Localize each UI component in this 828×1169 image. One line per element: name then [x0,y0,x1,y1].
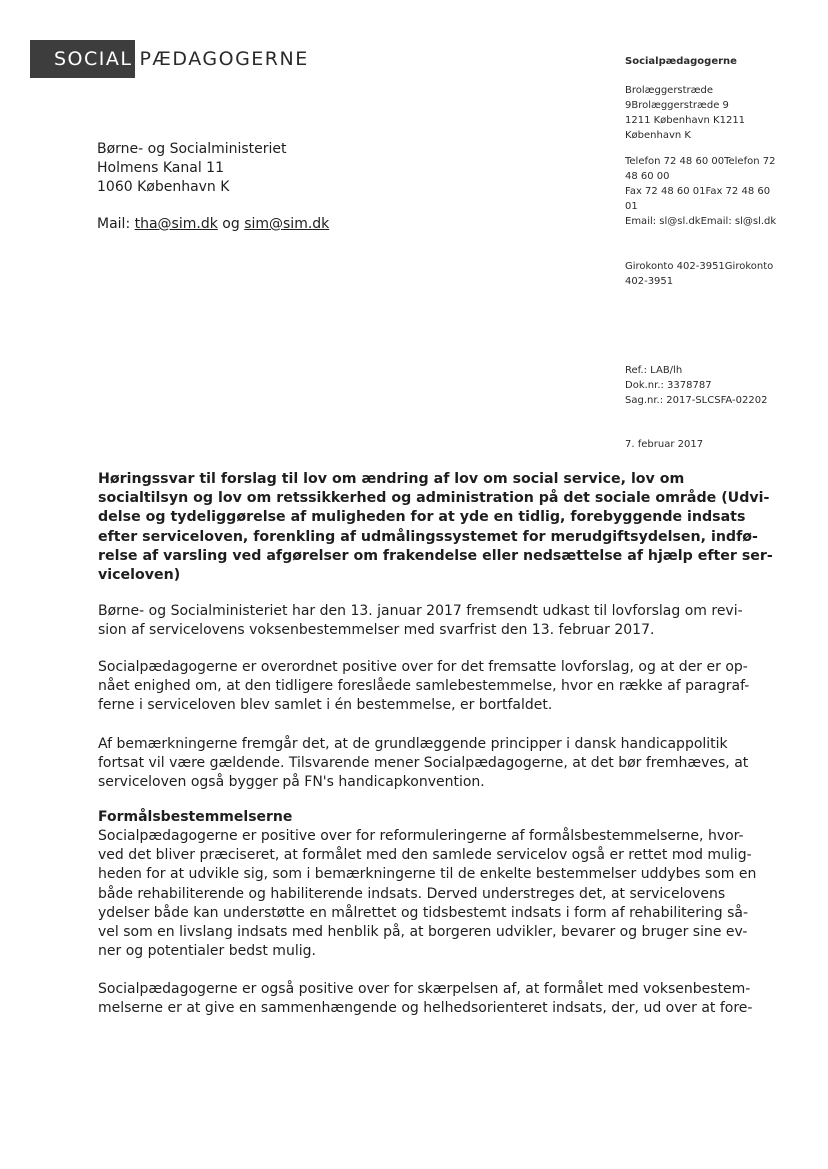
recipient-line: 1060 København K [97,179,230,195]
heading-line: relse af varsling ved afgørelser om frakendelse eller nedsættelse af hjælp efter ser- [98,547,773,564]
paragraph-line: fortsat vil være gældende. Tilsvarende mener Socialpædagogerne, at det bør fremhæves, at [98,755,749,772]
heading-line: socialtilsyn og lov om retssikkerhed og administration på det sociale område (Udvi- [98,490,770,507]
contact-line: 48 60 00 [625,171,670,182]
address-line: 1211 København K1211 [625,115,746,126]
paragraph-3 [98,735,749,793]
mail-separator: og [222,216,240,232]
paragraph-line: ydelser både kan understøtte en målrettet og tidsbestemt indsats i form af rehabilitering så- [98,904,749,921]
letter-heading [98,470,773,585]
address-line: Brolæggerstræde [625,85,713,96]
ref-line: Sag.nr.: 2017-SLCSFA-02202 [625,395,768,406]
paragraph-line: Socialpædagogerne er også positive over for skærpelsen af, at formålet med voksenbestem- [98,981,751,997]
address-line: 9Brolæggerstræde 9 [625,100,729,111]
paragraph-line: Af bemærkningerne fremgår det, at de grundlæggende principper i dansk handicappolitik [98,736,728,752]
recipient-line: Børne- og Socialministeriet [97,141,287,157]
paragraph-4 [98,827,757,961]
heading-line: Høringssvar til forslag til lov om ændring af lov om social service, lov om [98,471,685,487]
section-title: Formålsbestemmelserne [98,809,293,825]
mail-label: Mail: [97,216,131,232]
giro-line: 402-3951 [625,276,674,287]
sidebar-giro [625,259,795,289]
paragraph-line: Socialpædagogerne er overordnet positive over for det fremsatte lovforslag, og at der er op- [98,659,748,675]
giro-line: Girokonto 402-3951Girokonto [625,261,774,272]
recipient-line: Holmens Kanal 11 [97,160,224,176]
sidebar-address [625,83,795,143]
paragraph-line: melserne er at give en sammenhængende og helhedsorienteret indsats, der, ud over at fore- [98,1000,753,1017]
heading-line: delse og tydeliggørelse af muligheden for at yde en tidlig, forebyggende indsats [98,509,746,526]
paragraph-line: ner og potentialer bedst mulig. [98,943,316,960]
paragraph-5 [98,980,753,1018]
contact-line: Fax 72 48 60 01Fax 72 48 60 [625,186,771,197]
contact-line: Email: sl@sl.dkEmail: sl@sl.dk [625,216,777,227]
paragraph-line: både rehabiliterende og habiliterende indsats. Derved understreges det, at servicelovens [98,885,726,902]
email-link-tha[interactable]: tha@sim.dk [134,216,218,232]
paragraph-line: ferne i serviceloven blev samlet i én bestemmelse, er bortfaldet. [98,697,553,714]
contact-line: Telefon 72 48 60 00Telefon 72 [625,156,776,167]
mail-line [97,215,329,234]
paragraph-line: Børne- og Socialministeriet har den 13. januar 2017 fremsendt udkast til lovforslag om revi- [98,603,743,619]
sidebar-reference [625,363,795,408]
logo-social: SOCIAL [30,40,135,78]
ref-line: Ref.: LAB/lh [625,365,683,376]
heading-line: viceloven) [98,567,181,584]
address-line: København K [625,130,691,141]
paragraph-line: sion af servicelovens voksenbestemmelser med svarfrist den 13. februar 2017. [98,622,655,639]
paragraph-line: nået enighed om, at den tidligere foreslåede samlebestemmelse, hvor en række af paragraf- [98,678,750,695]
logo-paedagogerne: PÆDAGOGERNE [139,48,309,70]
paragraph-1 [98,602,743,640]
letter-date: 7. februar 2017 [625,439,704,450]
logo [30,40,309,78]
sidebar-org-name: Socialpædagogerne [625,56,737,67]
contact-line: 01 [625,201,638,212]
sidebar-contact [625,154,795,229]
paragraph-2 [98,658,750,716]
paragraph-line: vel som en livslang indsats med henblik på, at borgeren udvikler, bevarer og bruger sine ev- [98,924,748,941]
paragraph-line: ved det bliver præciseret, at formålet med den samlede servicelov også er rettet mod mulig- [98,847,752,864]
paragraph-line: heden for at udvikle sig, som i bemærkningerne til de enkelte bestemmelser uddybes som en [98,866,757,883]
heading-line: efter serviceloven, forenkling af udmålingssystemet for merudgiftsydelsen, indfø- [98,528,758,545]
ref-line: Dok.nr.: 3378787 [625,380,712,391]
recipient-address [97,140,287,197]
paragraph-line: serviceloven også bygger på FN's handicapkonvention. [98,774,485,791]
paragraph-line: Socialpædagogerne er positive over for reformuleringerne af formålsbestemmelserne, hvor- [98,828,744,844]
email-link-sim[interactable]: sim@sim.dk [244,216,330,232]
